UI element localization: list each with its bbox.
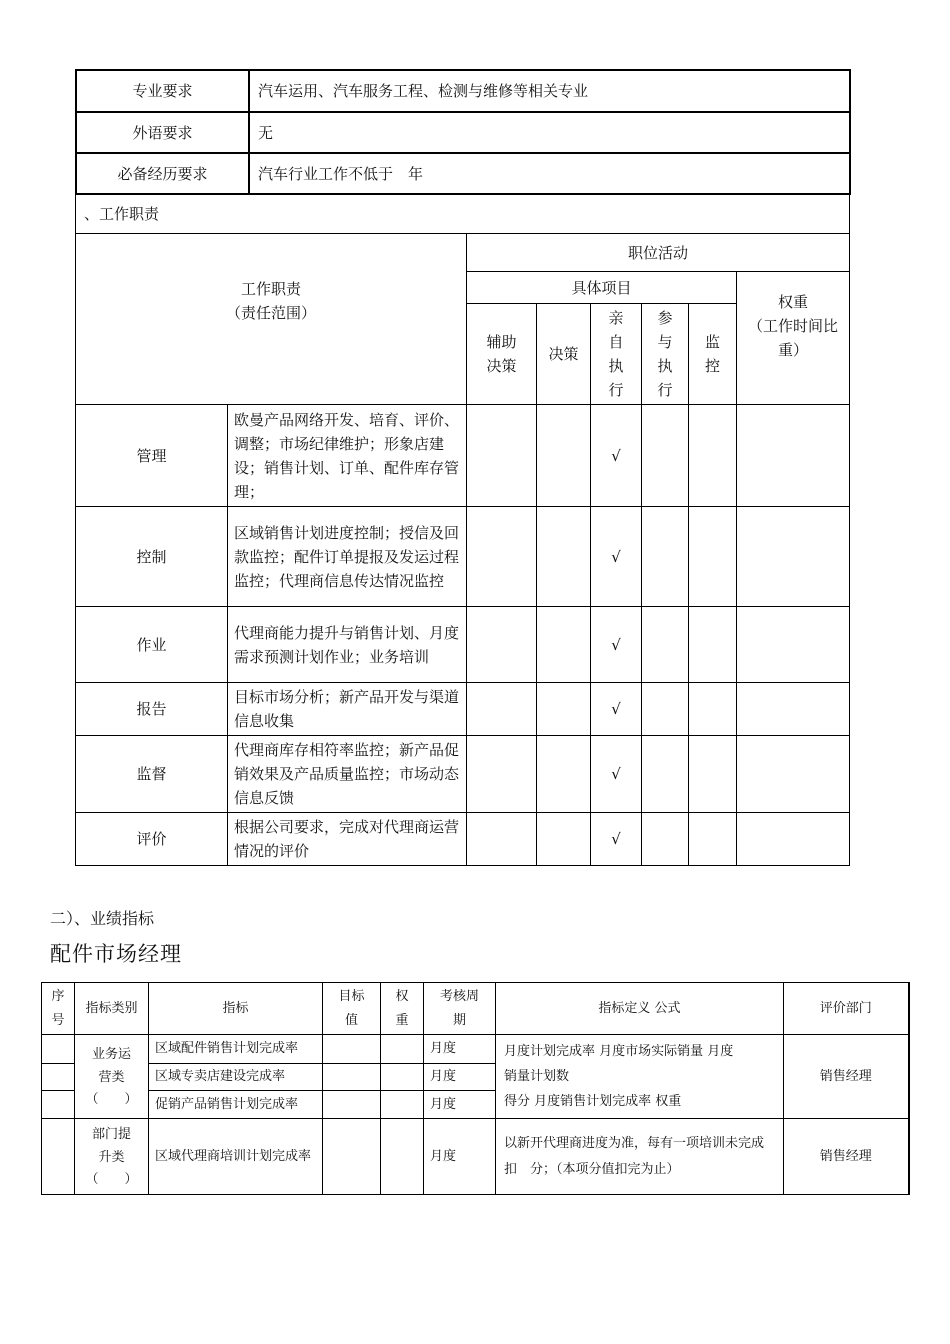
weight-sub: （工作时间比重） [748, 317, 839, 359]
col-header: 亲自执行 [591, 304, 642, 405]
section-kpi-title: 二）、业绩指标 [50, 909, 155, 928]
kpi-header-dept: 评价部门 [784, 983, 909, 1035]
responsibility-label: 工作职责 [240, 280, 301, 298]
check-mark: √ [591, 405, 642, 507]
duty-description: 欧曼产品网络开发、培育、评价、调整；市场纪律维护；形象店建设；销售计划、订单、配件库存管理； [228, 405, 467, 507]
duty-category: 监督 [76, 736, 228, 813]
responsibility-sub: （责任范围） [225, 304, 316, 322]
kpi-period: 月度 [424, 1063, 496, 1091]
check-mark: √ [591, 813, 642, 866]
duty-description: 目标市场分析；新产品开发与渠道信息收集 [228, 683, 467, 736]
requirement-label: 必备经历要求 [76, 153, 249, 194]
requirement-row [76, 153, 850, 194]
requirement-value: 无 [249, 112, 850, 153]
check-mark: √ [591, 507, 642, 607]
kpi-header-weight: 权重 [381, 983, 424, 1035]
duty-row [76, 683, 850, 736]
kpi-definition: 月度计划完成率 月度市场实际销量 月度 销量计划数 得分 月度销售计划完成率 权重 [496, 1035, 784, 1119]
duty-row [76, 736, 850, 813]
col-header: 监控 [689, 304, 737, 405]
col-header: 参与执行 [642, 304, 689, 405]
duty-row [76, 607, 850, 683]
kpi-indicator: 区域专卖店建设完成率 [149, 1063, 323, 1091]
specific-items-header: 具体项目 [467, 272, 737, 304]
kpi-definition: 以新开代理商进度为准，每有一项培训未完成扣 分；（本项分值扣完为止） [496, 1119, 784, 1195]
requirement-row [76, 112, 850, 153]
check-mark: √ [591, 683, 642, 736]
duty-description: 根据公司要求，完成对代理商运营情况的评价 [228, 813, 467, 866]
kpi-header-seq: 序号 [42, 983, 75, 1035]
duty-category: 评价 [76, 813, 228, 866]
check-mark: √ [591, 607, 642, 683]
position-activity-header: 职位活动 [467, 234, 850, 272]
kpi-indicator: 促销产品销售计划完成率 [149, 1091, 323, 1119]
duty-category: 作业 [76, 607, 228, 683]
kpi-header-definition: 指标定义 公式 [496, 983, 784, 1035]
kpi-type: 部门提升类 （ ） [75, 1119, 149, 1195]
duty-description: 区域销售计划进度控制；授信及回款监控；配件订单提报及发运过程监控；代理商信息传达情况监控 [228, 507, 467, 607]
duty-row [76, 813, 850, 866]
kpi-type: 业务运营类 （ ） [75, 1035, 149, 1119]
kpi-period: 月度 [424, 1119, 496, 1195]
kpi-period: 月度 [424, 1035, 496, 1064]
kpi-indicator: 区域代理商培训计划完成率 [149, 1119, 323, 1195]
requirement-label: 外语要求 [76, 112, 249, 153]
duties-table [75, 194, 850, 866]
kpi-header-type: 指标类别 [75, 983, 149, 1035]
kpi-header-indicator: 指标 [149, 983, 323, 1035]
section-duties-title: 、工作职责 [76, 195, 850, 234]
kpi-indicator: 区域配件销售计划完成率 [149, 1035, 323, 1064]
duty-category: 报告 [76, 683, 228, 736]
duties-responsibility-header [76, 234, 467, 405]
col-header: 辅助决策 [467, 304, 537, 405]
check-mark: √ [591, 736, 642, 813]
requirement-value: 汽车行业工作不低于 年 [249, 153, 850, 194]
kpi-row [42, 1035, 909, 1064]
requirement-value: 汽车运用、汽车服务工程、检测与维修等相关专业 [249, 70, 850, 112]
duty-row [76, 405, 850, 507]
requirement-label: 专业要求 [76, 70, 249, 112]
col-header: 决策 [537, 304, 591, 405]
kpi-dept: 销售经理 [784, 1119, 909, 1195]
requirement-row [76, 70, 850, 112]
kpi-header-target: 目标值 [323, 983, 381, 1035]
kpi-row [42, 1119, 909, 1195]
duty-category: 管理 [76, 405, 228, 507]
kpi-header-period: 考核周期 [424, 983, 496, 1035]
duty-category: 控制 [76, 507, 228, 607]
duty-description: 代理商库存相符率监控；新产品促销效果及产品质量监控；市场动态信息反馈 [228, 736, 467, 813]
kpi-page-title: 配件市场经理 [50, 942, 182, 966]
weight-label: 权重 [778, 293, 809, 311]
requirements-table [75, 69, 851, 195]
kpi-table [41, 982, 910, 1195]
kpi-header-row [42, 983, 909, 1035]
kpi-period: 月度 [424, 1091, 496, 1119]
kpi-dept: 销售经理 [784, 1035, 909, 1119]
weight-header [737, 272, 850, 405]
duty-description: 代理商能力提升与销售计划、月度需求预测计划作业；业务培训 [228, 607, 467, 683]
duty-row [76, 507, 850, 607]
